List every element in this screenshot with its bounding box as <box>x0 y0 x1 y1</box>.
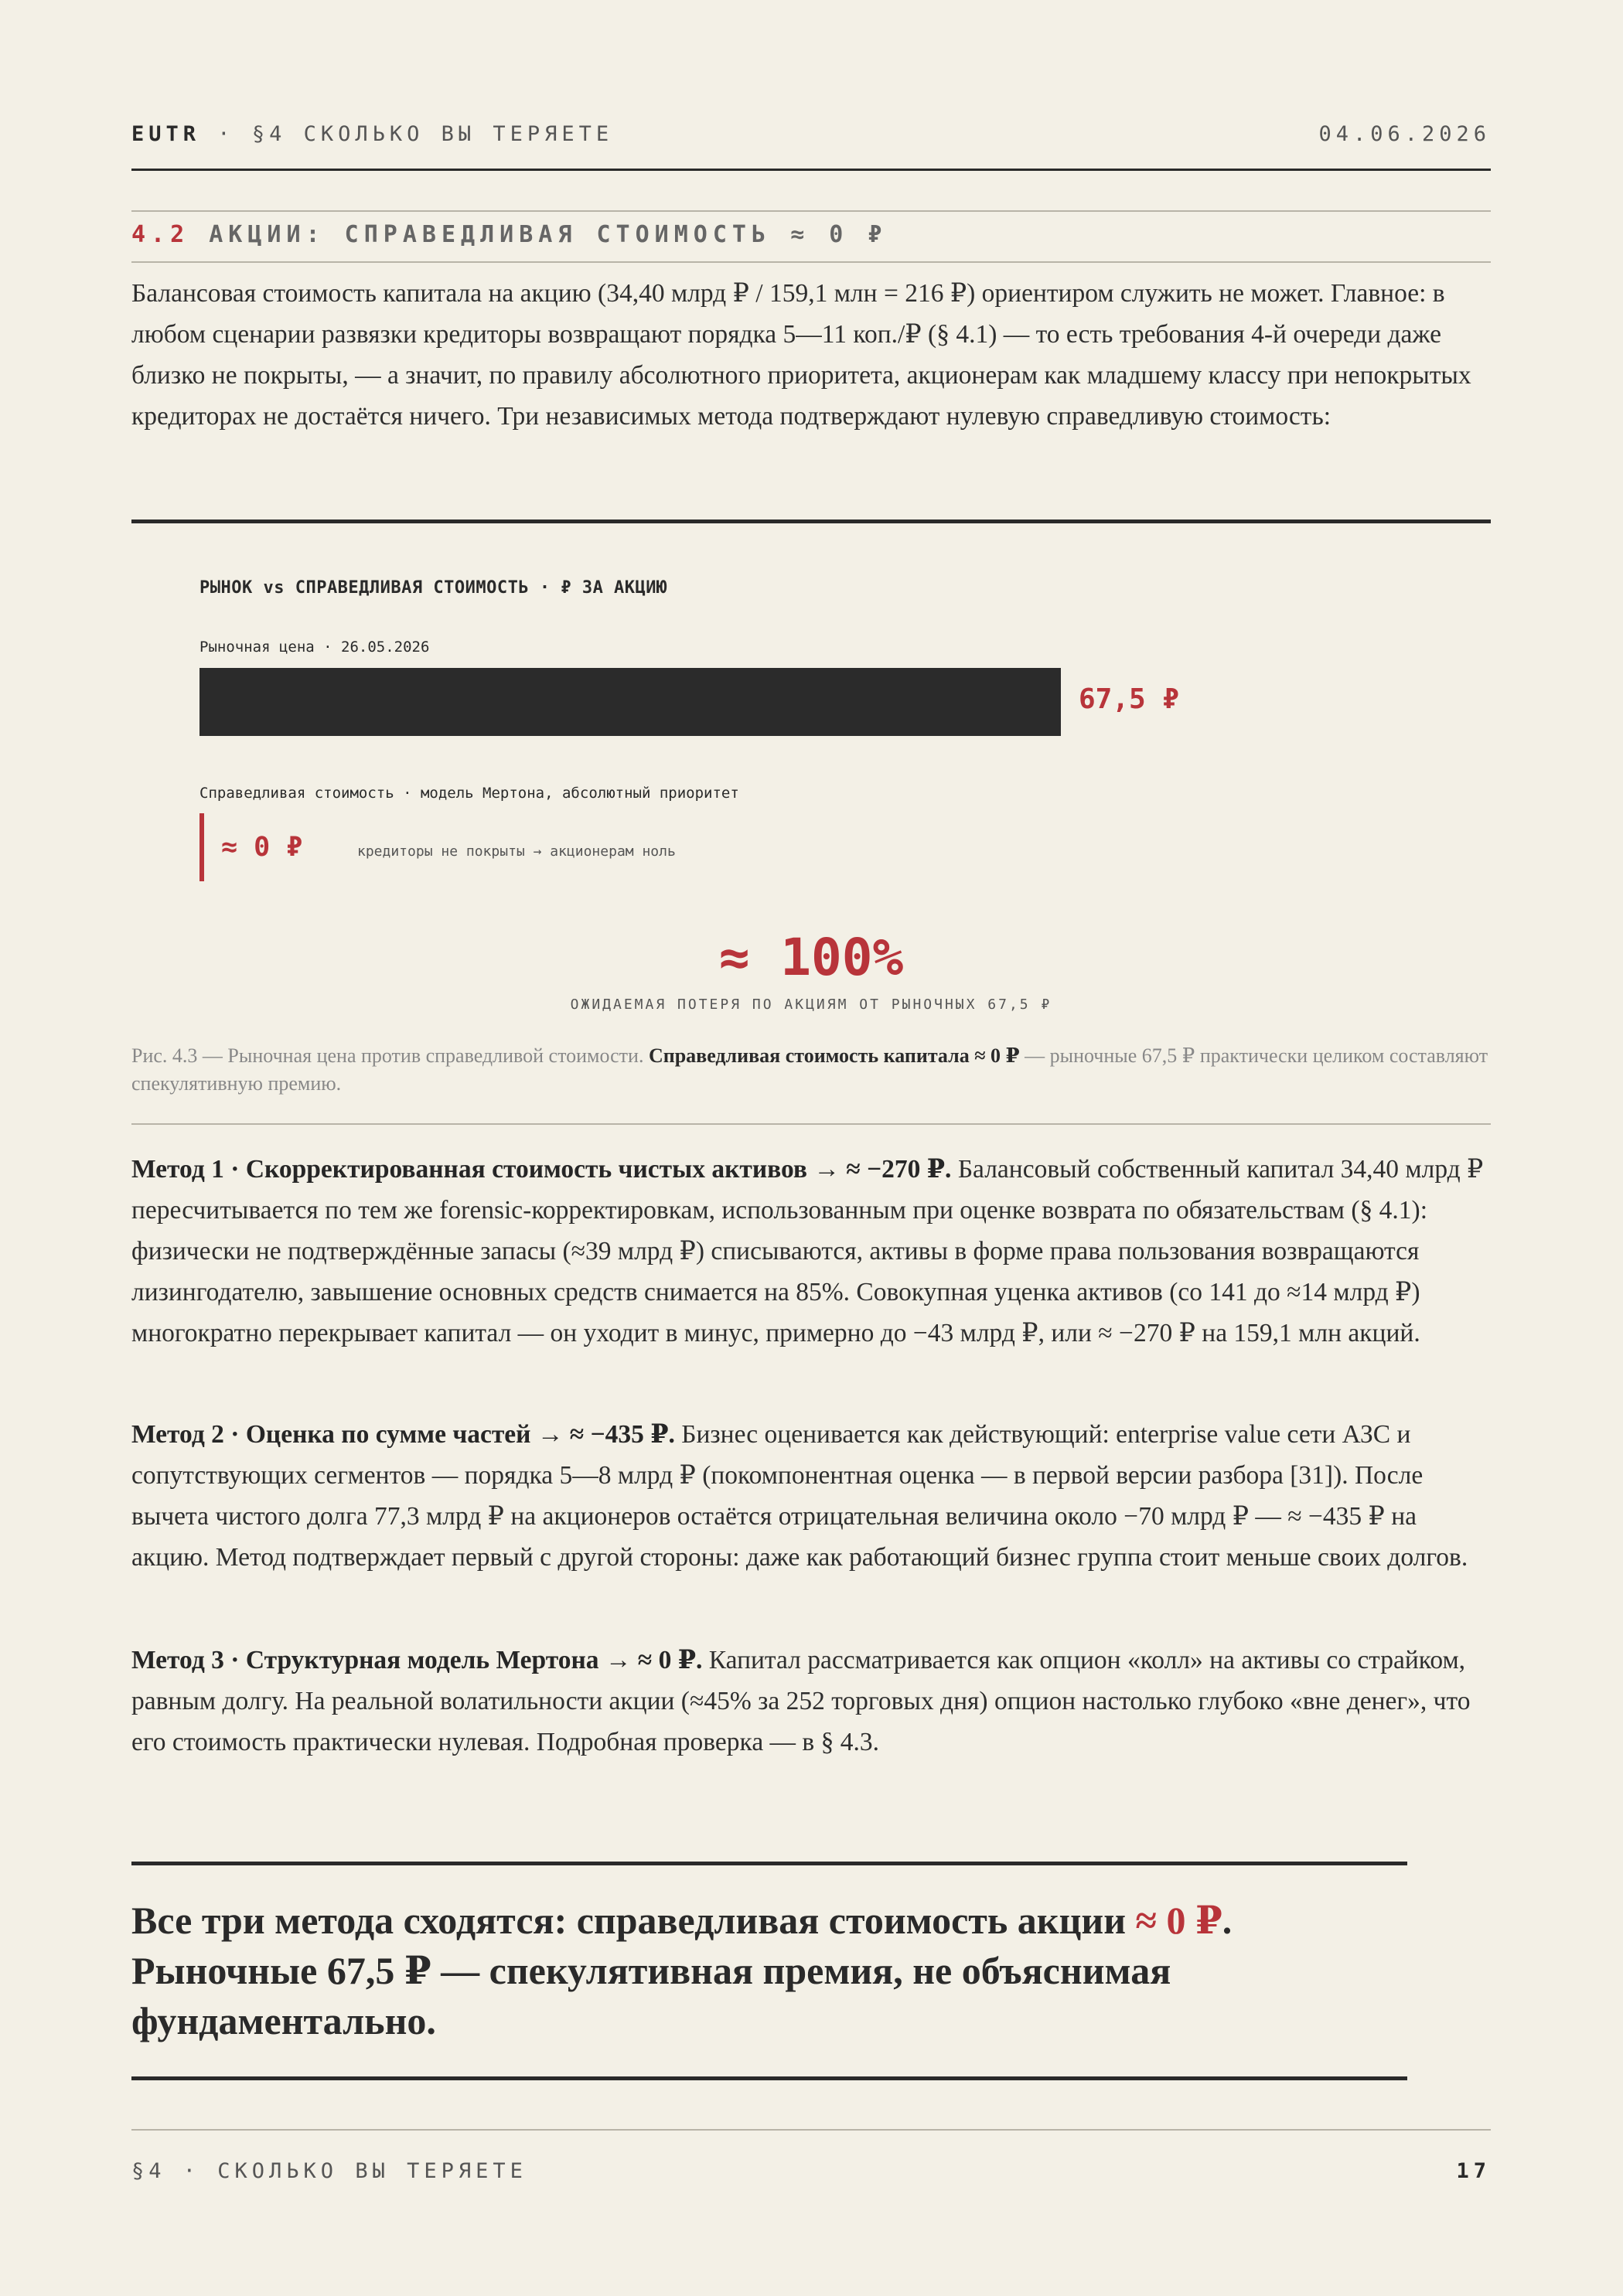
figure-caption <box>131 1042 1491 1098</box>
header-separator: · <box>217 122 235 146</box>
brand: EUTR <box>131 122 201 146</box>
conclusion-part-1: Все три метода сходятся: справедливая стоимость акции <box>131 1899 1136 1942</box>
method-3-paragraph <box>131 1640 1491 1763</box>
method-3-heading: Метод 3 · Структурная модель Мертона → ≈ 0 ₽. <box>131 1646 703 1674</box>
method-1-text: Балансовый собственный капитал 34,40 млрд ₽ пересчитывается по тем же forensic-корректировкам, использованным при оценке возврата по обязательствам (§ 4.1): физически не подтверждённые запасы (≈39 млрд ₽) списываются, активы в форме права пользования возвращаются лизингодателю, завышение основных средств снимается на 85%. Совокупная уценка активов (со 141 до ≈14 млрд ₽) многократно перекрывает капитал — он уходит в минус, примерно до −43 млрд ₽, или ≈ −270 ₽ на 159,1 млн акций. <box>131 1155 1484 1347</box>
header-section: §4 СКОЛЬКО ВЫ ТЕРЯЕТЕ <box>251 122 614 146</box>
section-rule-top <box>131 210 1491 212</box>
figure-title: РЫНОК vs СПРАВЕДЛИВАЯ СТОИМОСТЬ · ₽ ЗА АКЦИЮ <box>199 578 667 598</box>
conclusion-highlight: ≈ 0 ₽ <box>1135 1899 1222 1942</box>
loss-label: ОЖИДАЕМАЯ ПОТЕРЯ ПО АКЦИЯМ ОТ РЫНОЧНЫХ 67,5 ₽ <box>570 996 1052 1013</box>
method-1-heading: Метод 1 · Скорректированная стоимость чистых активов → ≈ −270 ₽. <box>131 1155 952 1184</box>
footer-rule <box>131 2129 1491 2131</box>
method-2-text: Бизнес оценивается как действующий: enterprise value сети АЗС и сопутствующих сегментов — порядка 5—8 млрд ₽ (покомпонентная оценка — в первой версии разбора [31]). После вычета чистого долга 77,3 млрд ₽ на акционеров остаётся отрицательная величина около −70 млрд ₽ — ≈ −435 ₽ на акцию. Метод подтверждает первый с другой стороны: даже как работающий бизнес группа стоит меньше своих долгов. <box>131 1420 1468 1572</box>
header-rule <box>131 169 1491 171</box>
running-footer <box>131 2159 1491 2183</box>
fair-value: ≈ 0 ₽ <box>221 832 303 863</box>
conclusion <box>131 1896 1407 2046</box>
figure-rule-top <box>131 519 1491 523</box>
conclusion-part-2: . Рыночные 67,5 ₽ — спекулятивная премия, не объяснимая фундаментально. <box>131 1899 1233 2042</box>
fair-label: Справедливая стоимость · модель Мертона, абсолютный приоритет <box>199 785 739 802</box>
method-2-heading: Метод 2 · Оценка по сумме частей → ≈ −435 ₽. <box>131 1420 675 1449</box>
method-3-text: Капитал рассматривается как опцион «колл» на активы со страйком, равным долгу. На реальной волатильности акции (≈45% за 252 торговых дня) опцион настолько глубоко «вне денег», что его стоимость практически нулевая. Подробная проверка — в § 4.3. <box>131 1646 1471 1756</box>
section-number: 4.2 <box>131 221 190 248</box>
header-date: 04.06.2026 <box>1318 122 1491 146</box>
conclusion-rule-top <box>131 1862 1407 1865</box>
method-1-paragraph <box>131 1149 1491 1354</box>
caption-bold: Справедливая стоимость капитала ≈ 0 ₽ <box>648 1044 1020 1067</box>
caption-lead: Рис. 4.3 — Рыночная цена против справедливой стоимости. <box>131 1044 644 1067</box>
figure-rule-bottom <box>131 1123 1491 1125</box>
running-header <box>131 122 1491 153</box>
section-rule-bottom <box>131 261 1491 263</box>
caption-tail: — рыночные 67,5 ₽ практически целиком составляют спекулятивную премию. <box>131 1044 1488 1095</box>
loss-percent: ≈ 100% <box>718 928 904 987</box>
market-label: Рыночная цена · 26.05.2026 <box>199 639 430 656</box>
fair-value-marker <box>199 813 204 881</box>
section-title: АКЦИИ: СПРАВЕДЛИВАЯ СТОИМОСТЬ ≈ 0 ₽ <box>209 221 888 248</box>
conclusion-rule-bottom <box>131 2076 1407 2080</box>
market-value: 67,5 ₽ <box>1079 683 1180 715</box>
page-number: 17 <box>1456 2159 1491 2183</box>
footer-section: §4 · СКОЛЬКО ВЫ ТЕРЯЕТЕ <box>131 2159 527 2183</box>
method-2-paragraph <box>131 1414 1491 1578</box>
fair-note: кредиторы не покрыты → акционерам ноль <box>357 843 676 860</box>
intro-paragraph: Балансовая стоимость капитала на акцию (34,40 млрд ₽ / 159,1 млн = 216 ₽) ориентиром служить не может. Главное: в любом сценарии развязки кредиторы возвращают порядка 5—11 коп./₽ (§ 4.1) — то есть требования 4-й очереди даже близко не покрыты, — а значит, по правилу абсолютного приоритета, акционерам как младшему классу при непокрытых кредиторах не достаётся ничего. Три независимых метода подтверждают нулевую справедливую стоимость: <box>131 279 1471 431</box>
market-price-bar <box>199 668 1061 736</box>
section-heading <box>131 221 887 248</box>
